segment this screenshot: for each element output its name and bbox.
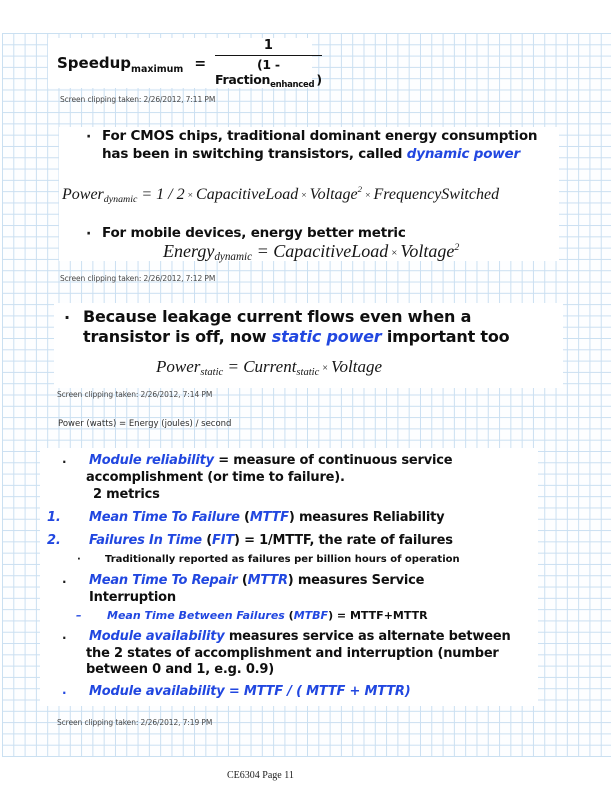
mttr-line2: Interruption <box>89 590 176 605</box>
page-footer: CE6304 Page 11 <box>227 770 294 781</box>
mttf-line: Mean Time To Failure (MTTF) measures Reliability <box>89 510 445 525</box>
fraction-denominator: (1 - Fraction$_{enhanced}$ ) <box>215 57 322 90</box>
dash-icon: – <box>76 609 82 622</box>
module-availability-term: Module availability <box>89 629 225 644</box>
clipping-caption-4: Screen clipping taken: 2/26/2012, 7:19 PM <box>57 718 213 727</box>
bullet-icon: · <box>62 686 67 700</box>
static-power-term: static power <box>271 327 382 346</box>
dynamic-power-term: dynamic power <box>406 146 520 162</box>
cmos-bullet-line1: For CMOS chips, traditional dominant energy consumption <box>102 128 538 144</box>
fit-term: Failures In Time <box>89 533 202 548</box>
fraction <box>215 38 322 90</box>
module-reliability-line3: 2 metrics <box>93 487 160 502</box>
clipping-caption-3: Screen clipping taken: 2/26/2012, 7:14 PM <box>57 390 213 399</box>
leakage-line1: Because leakage current flows even when a <box>83 307 472 326</box>
formula-energy-dynamic: Energydynamic = CapacitiveLoad × Voltage$^2$ <box>163 241 460 263</box>
module-reliability-line2: accomplishment (or time to failure). <box>86 470 345 485</box>
formula-power-static: Powerstatic = Currentstatic × Voltage <box>156 357 382 378</box>
equals-sign: = <box>194 56 207 72</box>
mtbf-line: Mean Time Between Failures (MTBF) = MTTF+MTTR <box>107 609 428 622</box>
cmos-bullet-line2: has been in switching transistors, called dynamic power <box>102 146 520 162</box>
leakage-line2: transistor is off, now static power important too <box>83 327 510 346</box>
bullet-icon: · <box>62 455 67 469</box>
mttr-term: Mean Time To Repair <box>89 573 238 588</box>
bullet-icon: · <box>86 129 92 145</box>
clipping-caption-1: Screen clipping taken: 2/26/2012, 7:11 PM <box>60 95 216 104</box>
module-reliability-line1: Module reliability = measure of continuous service <box>89 453 453 468</box>
list-number-2: 2. <box>47 533 61 548</box>
availability-formula-line: Module availability = MTTF / ( MTTF + MTTR) <box>89 684 411 699</box>
bullet-icon: · <box>62 575 67 589</box>
power-watts-note: Power (watts) = Energy (joules) / second <box>58 419 232 429</box>
mtbf-term: Mean Time Between Failures <box>107 609 285 622</box>
speedup-subscript: maximum <box>131 63 184 75</box>
list-number-1: 1. <box>47 510 61 525</box>
availability-line1: Module availability measures service as alternate between <box>89 629 511 644</box>
availability-line3: between 0 and 1, e.g. 0.9) <box>86 662 274 677</box>
bullet-icon: · <box>86 226 92 242</box>
bullet-icon: · <box>64 308 71 327</box>
mttf-term: Mean Time To Failure <box>89 510 240 525</box>
mobile-energy-bullet: For mobile devices, energy better metric <box>102 225 406 241</box>
mttr-line: Mean Time To Repair (MTTR) measures Service <box>89 573 425 588</box>
clipping-caption-2: Screen clipping taken: 2/26/2012, 7:12 PM <box>60 274 216 283</box>
speedup-formula <box>57 38 322 90</box>
module-reliability-term: Module reliability <box>89 453 214 468</box>
bullet-icon: · <box>77 554 81 565</box>
bullet-icon: · <box>62 631 67 645</box>
fit-line: Failures In Time (FIT) = 1/MTTF, the rate of failures <box>89 533 453 548</box>
fraction-numerator: 1 <box>215 38 322 56</box>
fit-sub-bullet: Traditionally reported as failures per billion hours of operation <box>105 554 460 565</box>
availability-line2: the 2 states of accomplishment and interruption (number <box>86 646 499 661</box>
clipping-speedup <box>48 38 322 90</box>
formula-power-dynamic: Powerdynamic = 1 / 2 × CapacitiveLoad × Voltage$^2$× FrequencySwitched <box>62 184 500 205</box>
speedup-lhs: Speedup$_{maximum}$ <box>57 53 184 75</box>
